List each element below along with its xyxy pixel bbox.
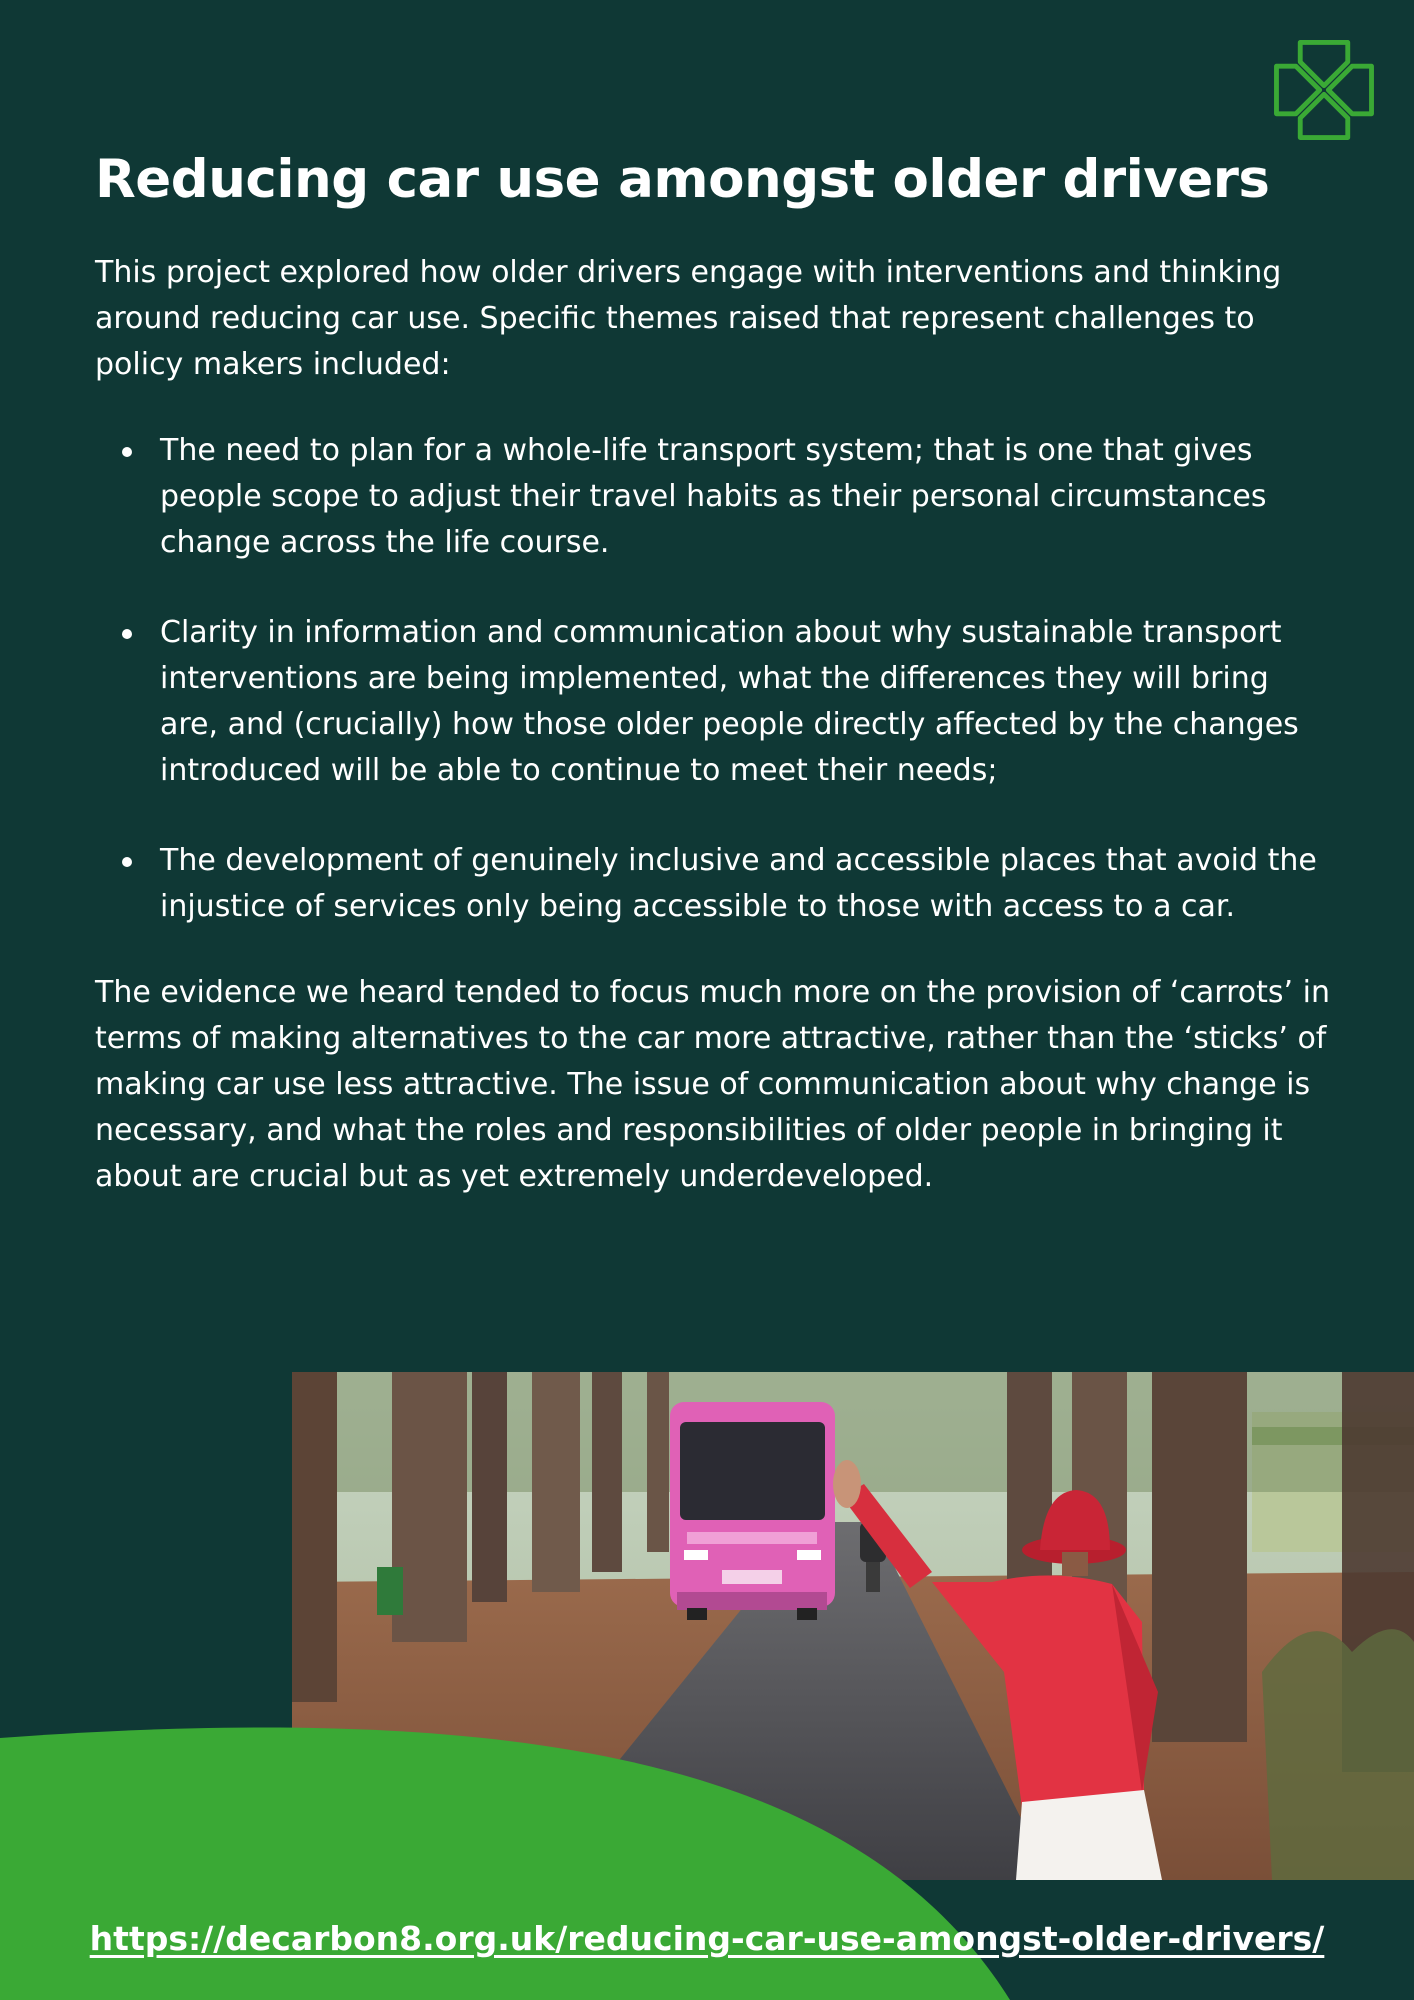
themes-list	[95, 428, 1330, 930]
bullet-icon	[122, 857, 132, 867]
main-content	[95, 250, 1330, 1200]
decarbon8-logo-icon	[1270, 36, 1378, 144]
page-title: Reducing car use amongst older drivers	[95, 149, 1270, 210]
bullet-icon	[122, 629, 132, 639]
list-item	[95, 610, 1330, 794]
list-item	[95, 838, 1330, 930]
conclusion-paragraph: The evidence we heard tended to focus much more on the provision of ‘carrots’ in terms of making alternatives to the car more attractive, rather than the ‘sticks’ of making car use less attractive. The issue of communication about why change is necessary, and what the roles and responsibilities of older people in bringing it about are crucial but as yet extremely underdeveloped.	[95, 975, 1330, 1194]
intro-paragraph: This project explored how older drivers engage with interventions and thinking around reducing car use. Specific themes raised that represent challenges to policy makers included:	[95, 255, 1282, 382]
project-url-link[interactable]: https://decarbon8.org.uk/reducing-car-use-amongst-older-drivers/	[89, 1919, 1325, 1958]
list-item	[95, 428, 1330, 566]
list-item-text: Clarity in information and communication about why sustainable transport interventions are being implemented, what the differences they will bring are, and (crucially) how those older people directly affected by the changes introduced will be able to continue to meet their needs;	[160, 615, 1299, 788]
list-item-text: The need to plan for a whole-life transport system; that is one that gives people scope to adjust their travel habits as their personal circumstances change across the life course.	[160, 433, 1267, 560]
bullet-icon	[122, 447, 132, 457]
list-item-text: The development of genuinely inclusive and accessible places that avoid the injustice of services only being accessible to those with access to a car.	[160, 843, 1317, 924]
